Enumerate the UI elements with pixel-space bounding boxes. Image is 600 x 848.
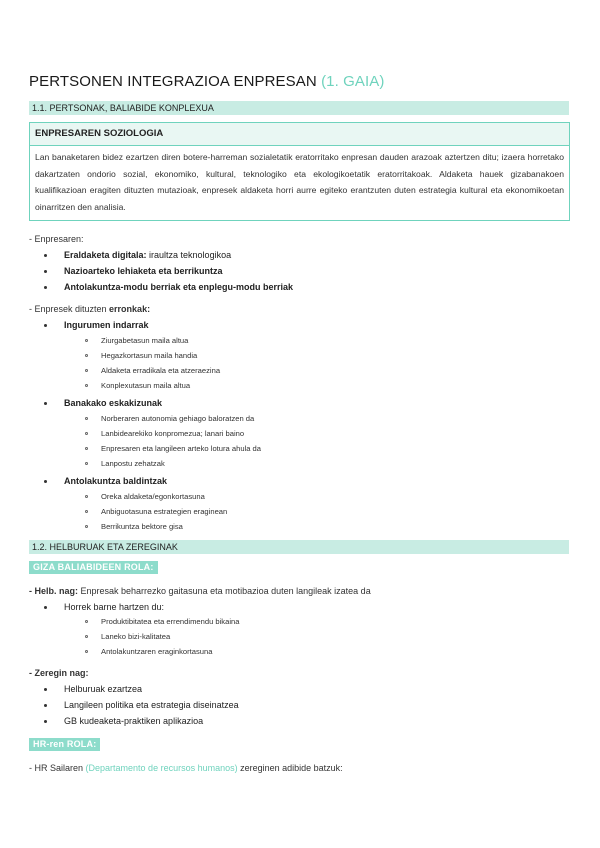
group-title-text: Antolakuntza baldintzak bbox=[64, 476, 168, 486]
sub-item-text: Laneko bizi-kalitatea bbox=[101, 632, 171, 641]
hr-rola-tag: HR-ren ROLA: bbox=[29, 738, 100, 751]
sub-item-text: Hegazkortasun maila handia bbox=[101, 351, 198, 360]
sub-item-text: Anbiguotasuna estrategien eraginean bbox=[101, 507, 228, 516]
page-title bbox=[29, 73, 384, 90]
title-main: PERTSONEN INTEGRAZIOA ENPRESAN bbox=[29, 73, 317, 90]
erronkak-intro-prefix: - Enpresek dituzten bbox=[29, 304, 110, 314]
list-item-text: Helburuak ezartzea bbox=[64, 684, 143, 694]
sub-item-text: Konplexutasun maila altua bbox=[101, 381, 191, 390]
hr-line-accent: (Departamento de recursos humanos) bbox=[85, 763, 238, 773]
item-bold: Antolakuntza-modu berriak eta enplegu-modu berriak bbox=[64, 282, 294, 292]
title-accent: (1. GAIA) bbox=[321, 73, 385, 90]
item-rest: iraultza teknologikoa bbox=[146, 250, 232, 260]
helb-nag-label: - Helb. nag: bbox=[29, 586, 78, 596]
group-title-text: Banakako eskakizunak bbox=[64, 398, 163, 408]
sub-item-text: Lanbidearekiko konpromezua; lanari baino bbox=[101, 429, 245, 438]
sub-item-text: Oreka aldaketa/egonkortasuna bbox=[101, 492, 205, 501]
zeregin-nag-label: - Zeregin nag: bbox=[29, 668, 89, 678]
hr-line-prefix: - HR Sailaren bbox=[29, 763, 86, 773]
enpresaren-intro: - Enpresaren: bbox=[29, 234, 84, 244]
sub-item-text: Produktibitatea eta errendimendu bikaina bbox=[101, 617, 240, 626]
giza-baliabideen-tag: GIZA BALIABIDEEN ROLA: bbox=[29, 561, 158, 574]
item-bold: Nazioarteko lehiaketa eta berrikuntza bbox=[64, 266, 223, 276]
definition-box-body: Lan banaketaren bidez ezartzen diren botere-harreman sozialetatik eratorritako enpresan dauden arazoak aztertzen ditu; izaera horretako dakartzaten ondorio sozial, ekonomiko, kultural, teknologiko eta ekologikoetatik eratorritakoak. Aldaketa hauek gizabanakoen kualifikazioan eragiten dituzten mutazioak, enpresek aldaketa horri aurre egiteko erantzuten duten estrategia kultural eta ekonomikoetan oinarritzen den analisia. bbox=[35, 152, 564, 212]
list-item-text: GB kudeaketa-praktiken aplikazioa bbox=[64, 716, 204, 726]
sub-item-text: Enpresaren eta langileen arteko lotura ahula da bbox=[101, 444, 262, 453]
definition-box bbox=[29, 122, 570, 221]
definition-box-heading: ENPRESAREN SOZIOLOGIA bbox=[30, 123, 569, 146]
group-title-text: Ingurumen indarrak bbox=[64, 320, 149, 330]
list-item-text: Langileen politika eta estrategia diseinatzea bbox=[64, 700, 239, 710]
list-item-text: Horrek barne hartzen du: bbox=[64, 602, 165, 612]
helb-nag-line bbox=[29, 586, 371, 596]
hr-line-suffix: zereginen adibide batzuk: bbox=[237, 763, 343, 773]
item-bold: Eraldaketa digitala: bbox=[64, 250, 147, 260]
erronkak-intro bbox=[29, 304, 150, 314]
sub-item-text: Lanpostu zehatzak bbox=[101, 459, 165, 468]
sub-item-text: Antolakuntzaren eraginkortasuna bbox=[101, 647, 213, 656]
sub-item-text: Norberaren autonomia gehiago baloratzen da bbox=[101, 414, 255, 423]
section-1-header: 1.1. PERTSONAK, BALIABIDE KONPLEXUA bbox=[29, 101, 569, 115]
sub-item-text: Berrikuntza bektore gisa bbox=[101, 522, 183, 531]
erronkak-intro-bold: erronkak: bbox=[109, 304, 151, 314]
sub-item-text: Aldaketa erradikala eta atzeraezina bbox=[101, 366, 221, 375]
section-2-header: 1.2. HELBURUAK ETA ZEREGINAK bbox=[29, 540, 569, 554]
sub-item-text: Ziurgabetasun maila altua bbox=[101, 336, 189, 345]
helb-nag-text: Enpresak beharrezko gaitasuna eta motibazioa duten langileak izatea da bbox=[78, 586, 371, 596]
hr-line bbox=[29, 763, 343, 773]
